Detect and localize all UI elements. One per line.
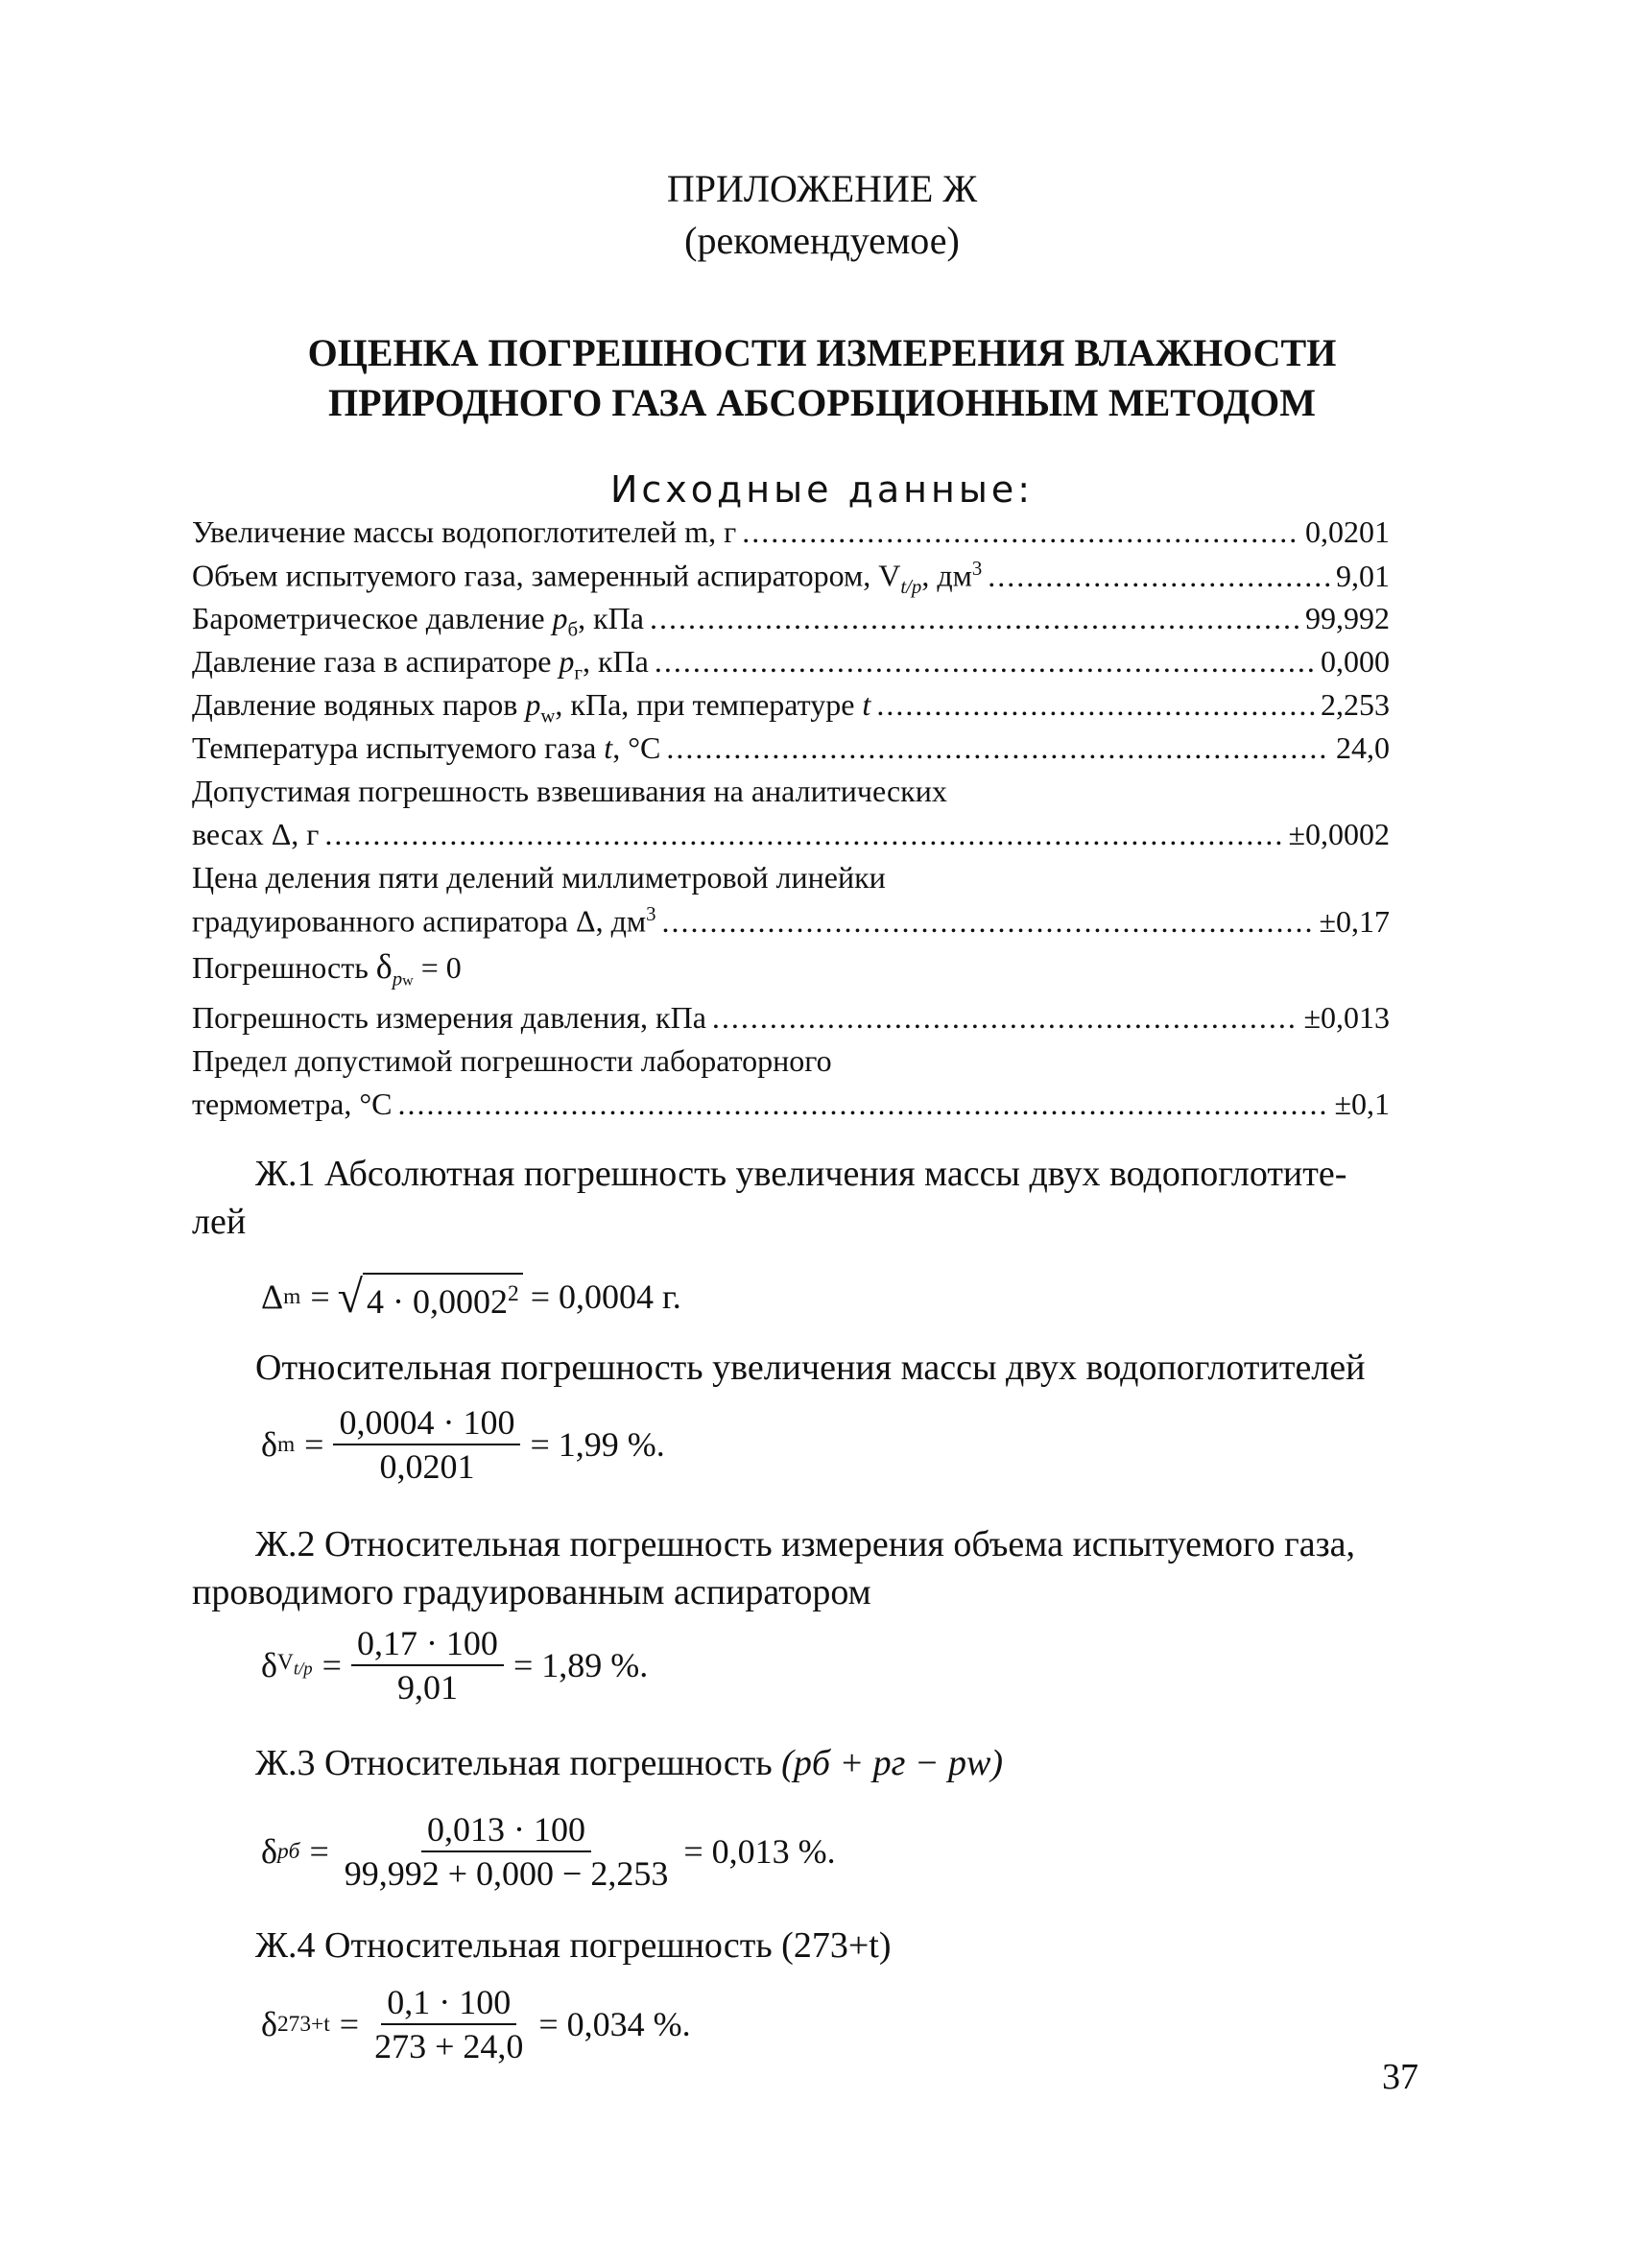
formula-abs-mass-error: Δ m = √ $4 \cdot 0,0002^2$ = 0,0004 г. <box>261 1272 681 1323</box>
leader-dots <box>742 514 1299 550</box>
ref-item-ruler-division-line1 <box>192 860 1390 903</box>
leader-dots <box>398 1086 1329 1122</box>
ref-value: ±0,0002 <box>1288 817 1390 851</box>
fraction: $\frac{0,17 \cdot 100}{9,01}$ <box>351 1624 504 1707</box>
ref-label: весах Δ, г <box>192 817 320 851</box>
appendix-header <box>0 163 1644 267</box>
leader-dots <box>655 644 1315 680</box>
leader-dots <box>666 730 1330 766</box>
ref-item-pressure-error <box>192 1000 1390 1043</box>
ref-label: Барометрическое давление $p_б$, кПа <box>192 601 644 641</box>
ref-label: Предел допустимой погрешности лабораторного <box>192 1043 832 1078</box>
section-zh3-text: Ж.3 Относительная погрешность (pб + pг − pw) <box>255 1743 1004 1783</box>
ref-label: Погрешность $\delta_{pw} = 0$ <box>192 947 462 991</box>
ref-label: Давление водяных паров $p_w$, кПа, при температуре t <box>192 687 871 728</box>
ref-item-barometric-pressure <box>192 601 1390 644</box>
section-zh1-text <box>192 1150 1459 1246</box>
formula-rel-temperature-error: δ 273+t = $\frac{0,1 \cdot 100}{273 + 24,0}$ = 0,034 %. <box>261 1983 691 2065</box>
leader-dots <box>712 1000 1299 1036</box>
ref-label: Погрешность измерения давления, кПа <box>192 1000 706 1035</box>
section-zh1-line2: лей <box>192 1202 247 1242</box>
ref-value: ±0,013 <box>1303 1000 1390 1035</box>
ref-value: 0,000 <box>1321 644 1390 679</box>
ref-item-vapor-pressure <box>192 687 1390 730</box>
document-heading <box>0 328 1644 428</box>
ref-value: 99,992 <box>1305 601 1390 635</box>
fraction: $\frac{0,1 \cdot 100}{273 + 24,0}$ <box>374 1983 524 2065</box>
formula-rel-mass-error: δ m = $\frac{0,0004 \cdot 100}{0,0201}$ = 1,99 %. <box>261 1403 665 1486</box>
ref-item-gas-temperature <box>192 730 1390 774</box>
ref-value: 9,01 <box>1336 558 1390 593</box>
appendix-title: ПРИЛОЖЕНИЕ Ж <box>666 167 978 210</box>
ref-value: 2,253 <box>1321 687 1390 722</box>
leader-dots <box>876 687 1315 723</box>
ref-item-mass-increase <box>192 514 1390 558</box>
ref-item-thermometer-error-line1 <box>192 1043 1390 1086</box>
reference-data-list <box>192 514 1390 1130</box>
ref-label: Давление газа в аспираторе $p_г$, кПа <box>192 644 649 684</box>
reference-data-header: Исходные данные: <box>609 468 1035 511</box>
ref-value: 0,0201 <box>1305 514 1390 549</box>
ref-label: Цена деления пяти делений миллиметровой линейки <box>192 860 886 895</box>
ref-label: Увеличение массы водопоглотителей m, г <box>192 514 737 549</box>
ref-item-vapor-error <box>192 946 1390 1000</box>
ref-item-gas-volume <box>192 558 1390 601</box>
ref-label: градуированного аспиратора Δ, $дм^3$ <box>192 903 656 939</box>
fraction: $\frac{0,013 \cdot 100}{99,992 + 0,000 - 2,253}$ <box>344 1810 669 1893</box>
section-zh4-text: Ж.4 Относительная погрешность (273+t) <box>255 1925 892 1966</box>
appendix-subtitle: (рекомендуемое) <box>684 219 960 262</box>
leader-dots <box>324 817 1282 852</box>
leader-dots <box>662 904 1314 940</box>
section-zh1-text2: Относительная погрешность увеличения массы двух водопоглотителей <box>255 1348 1366 1388</box>
square-root: √ $4 \cdot 0,0002^2$ <box>338 1273 523 1321</box>
ref-item-aspirator-pressure <box>192 644 1390 687</box>
ref-label: Объем испытуемого газа, замеренный аспиратором, $V_{t/p}$, $дм^3$ <box>192 558 983 599</box>
ref-item-ruler-division <box>192 903 1390 946</box>
heading-line-2: ПРИРОДНОГО ГАЗА АБСОРБЦИОННЫМ МЕТОДОМ <box>328 381 1316 424</box>
ref-item-weighing-error-line1 <box>192 774 1390 817</box>
ref-label: Температура испытуемого газа t, °С <box>192 730 661 765</box>
formula-rel-pressure-error: δ pб = $\frac{0,013 \cdot 100}{99,992 + 0,000 - 2,253}$ = 0,013 %. <box>261 1810 836 1893</box>
fraction: $\frac{0,0004 \cdot 100}{0,0201}$ <box>333 1403 520 1486</box>
section-zh1-line1: Ж.1 Абсолютная погрешность увеличения массы двух водопоглотите- <box>255 1154 1347 1194</box>
ref-value: ±0,17 <box>1319 903 1390 939</box>
ref-item-weighing-error <box>192 817 1390 860</box>
ref-item-thermometer-error <box>192 1086 1390 1130</box>
formula-rel-volume-error: δ $V_{t/p}$ = $\frac{0,17 \cdot 100}{9,01}$ = 1,89 %. <box>261 1624 649 1707</box>
ref-label: Допустимая погрешность взвешивания на аналитических <box>192 774 947 808</box>
ref-label: термометра, °С <box>192 1086 393 1121</box>
leader-dots <box>650 601 1299 636</box>
leader-dots <box>988 559 1330 594</box>
ref-value: 24,0 <box>1336 730 1390 765</box>
heading-line-1: ОЦЕНКА ПОГРЕШНОСТИ ИЗМЕРЕНИЯ ВЛАЖНОСТИ <box>307 331 1337 374</box>
ref-value: ±0,1 <box>1334 1086 1390 1121</box>
page-number: 37 <box>1382 2057 1418 2097</box>
section-zh2-text: Ж.2 Относительная погрешность измерения объема испытуемого газа, проводимого градуированным аспиратором <box>192 1524 1356 1612</box>
